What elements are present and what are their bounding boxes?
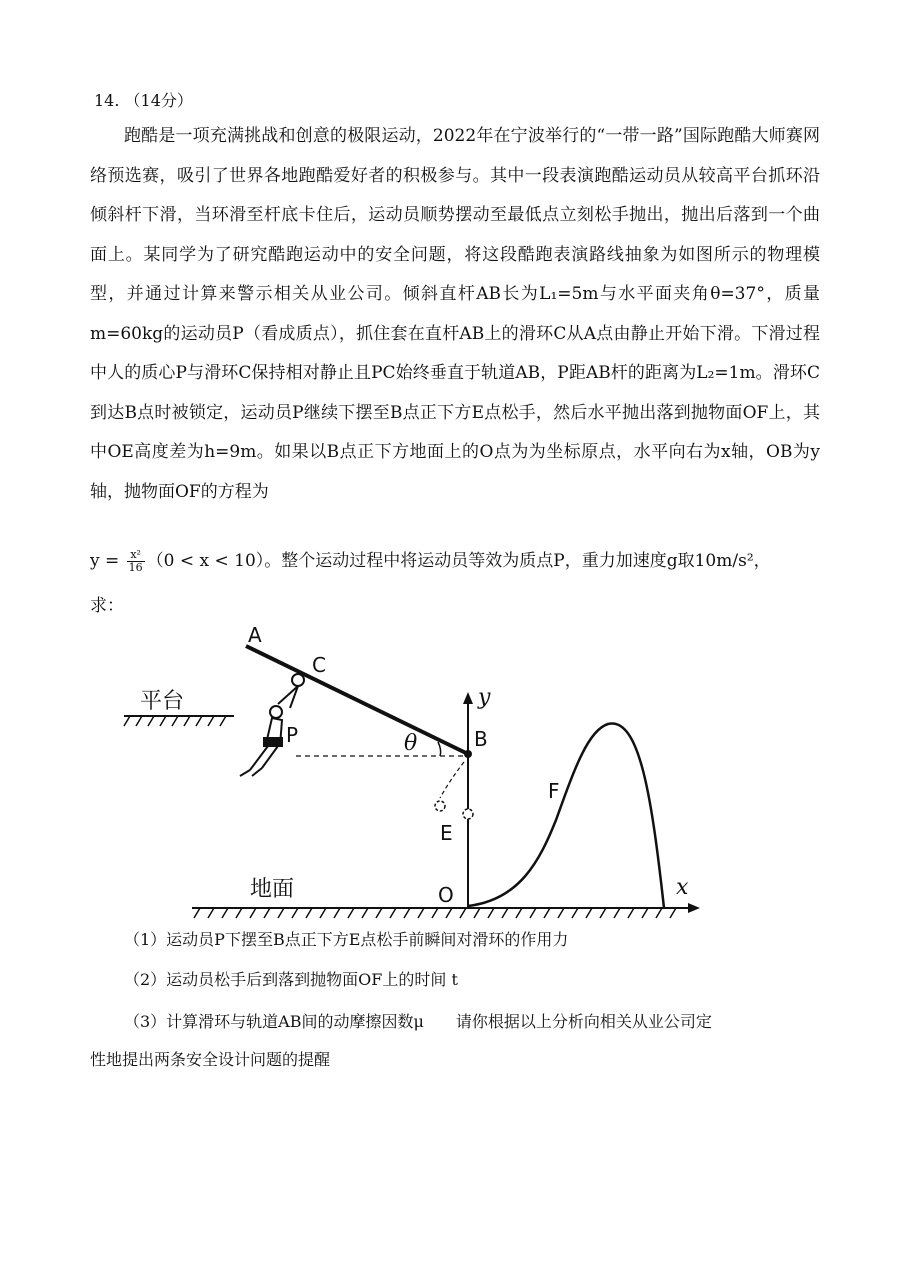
sub-question-1: （1）运动员P下摆至B点正下方E点松手前瞬间对滑环的作用力 <box>124 930 569 949</box>
label-c: C <box>312 653 326 677</box>
sub-question-2: （2）运动员松手后到落到抛物面OF上的时间 t <box>124 970 458 989</box>
platform-hatch <box>124 716 226 726</box>
x-axis-arrow <box>688 903 700 913</box>
sub-question-3: （3）计算滑环与轨道AB间的动摩擦因数μ 请你根据以上分析向相关从业公司定 <box>124 1012 712 1031</box>
problem-statement: 跑酷是一项充满挑战和创意的极限运动，2022年在宁波举行的“一带一路”国际跑酷大师赛网络预选赛，吸引了世界各地跑酷爱好者的积极参与。其中一段表演跑酷运动员从较高平台抓环沿倾斜杆下滑，当环滑至杆底卡住后，运动员顺势摆动至最低点立刻松手抛出，抛出后落到一个曲面上。某同学为了研究酷跑运动中的安全问题，将这段酷跑表演路线抽象为如图所示的物理模型，并通过计算来警示相关从业公司。倾斜直杆AB长为L₁=5m与水平面夹角θ=37°，质量m=60kg的运动员P（看成质点），抓住套在直杆AB上的滑环C从A点由静止开始下滑。下滑过程中人的质心P与滑环C保持相对静止且PC始终垂直于轨道AB，P距AB杆的距离为L₂=1m。滑环C到达B点时被锁定，运动员P继续下摆至B点正下方E点松手，然后水平抛出落到抛物面OF上，其中OE高度差为h=9m。如果以B点正下方地面上的O点为为坐标原点，水平向右为x轴，OB为y轴，抛物面OF的方程为 <box>90 126 820 502</box>
swing-position-1 <box>435 801 445 811</box>
y-axis-arrow <box>463 692 473 704</box>
label-f: F <box>548 779 560 803</box>
physics-diagram <box>100 620 720 920</box>
ask-label: 求： <box>90 596 124 616</box>
label-o: O <box>438 883 454 907</box>
curve-of <box>468 723 664 908</box>
swing-arc <box>440 762 464 798</box>
label-a: A <box>248 623 262 647</box>
label-x: x <box>676 875 689 900</box>
formula-suffix: 。整个运动过程中将运动员等效为质点P，重力加速度g取10m/s²， <box>264 551 771 571</box>
formula-numerator: x² <box>127 549 145 562</box>
label-theta: θ <box>404 731 418 756</box>
formula-prefix: y = <box>90 551 125 571</box>
label-p: P <box>286 723 299 747</box>
label-y: y <box>478 685 491 710</box>
question-number: 14. （14分） <box>94 91 193 110</box>
theta-arc <box>438 742 441 756</box>
point-e-marker <box>463 809 473 819</box>
ground-hatch <box>194 908 676 918</box>
label-e: E <box>440 821 453 845</box>
ground-label: 地面 <box>250 877 295 902</box>
label-b: B <box>474 727 488 751</box>
sub-question-3-continued: 性地提出两条安全设计问题的提醒 <box>90 1050 331 1069</box>
formula-fraction <box>127 549 145 574</box>
ring-c <box>292 674 304 686</box>
platform-label: 平台 <box>140 689 185 714</box>
formula-denominator: 16 <box>128 561 143 574</box>
formula-range: （0 < x < 10） <box>146 551 265 571</box>
parabola-equation-line <box>90 546 830 576</box>
